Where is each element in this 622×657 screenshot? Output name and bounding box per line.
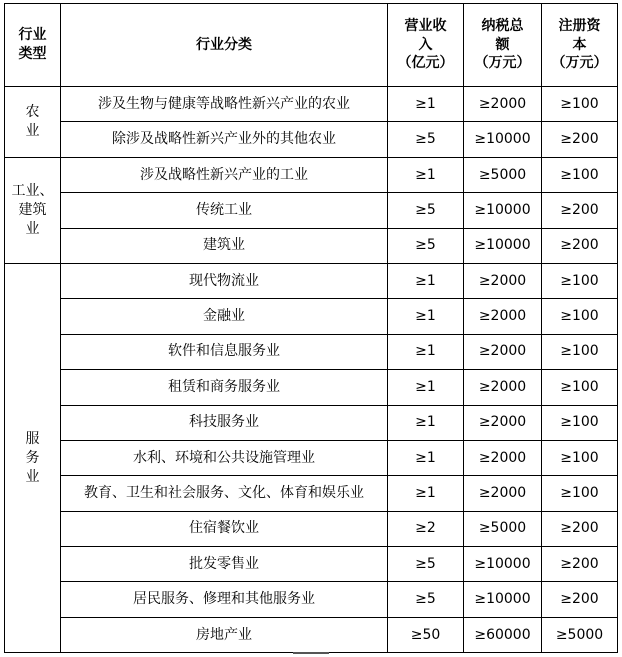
capital-cell: ≥100 [542, 405, 618, 440]
table-row [5, 511, 618, 546]
tax-cell: ≥2000 [464, 87, 542, 122]
header-tax [464, 4, 542, 87]
revenue-cell: ≥1 [388, 157, 464, 192]
capital-cell: ≥100 [542, 334, 618, 369]
industry-class-cell: 水利、环境和公共设施管理业 [61, 440, 388, 475]
capital-cell: ≥100 [542, 476, 618, 511]
industry-type-label: 农 业 [25, 104, 40, 139]
revenue-cell: ≥1 [388, 370, 464, 405]
table-row [5, 476, 618, 511]
capital-cell: ≥200 [542, 582, 618, 617]
industry-class-cell: 传统工业 [61, 193, 388, 228]
header-tax-text: 纳税总 额 （万元） [474, 17, 531, 72]
table-body [5, 87, 618, 653]
tax-cell: ≥2000 [464, 299, 542, 334]
revenue-cell: ≥2 [388, 511, 464, 546]
revenue-cell: ≥50 [388, 617, 464, 652]
tax-cell: ≥10000 [464, 228, 542, 263]
industry-type-cell [5, 87, 61, 158]
revenue-cell: ≥5 [388, 582, 464, 617]
industry-class-cell: 批发零售业 [61, 547, 388, 582]
capital-cell: ≥100 [542, 87, 618, 122]
table-row [5, 617, 618, 652]
capital-cell: ≥200 [542, 547, 618, 582]
industry-class-cell: 建筑业 [61, 228, 388, 263]
table-row [5, 547, 618, 582]
industry-class-cell: 房地产业 [61, 617, 388, 652]
capital-cell: ≥5000 [542, 617, 618, 652]
table-row [5, 193, 618, 228]
table-row [5, 263, 618, 298]
header-capital-text: 注册资 本 （万元） [551, 17, 608, 72]
industry-criteria-table [4, 3, 618, 653]
tax-cell: ≥5000 [464, 511, 542, 546]
tax-cell: ≥2000 [464, 370, 542, 405]
capital-cell: ≥100 [542, 157, 618, 192]
header-row [5, 4, 618, 87]
header-industry-class-text: 行业分类 [196, 36, 252, 53]
capital-cell: ≥200 [542, 122, 618, 157]
tax-cell: ≥2000 [464, 263, 542, 298]
industry-class-cell: 涉及生物与健康等战略性新兴产业的农业 [61, 87, 388, 122]
tax-cell: ≥60000 [464, 617, 542, 652]
header-revenue-text: 营业收 入 （亿元） [397, 17, 454, 72]
header-industry-class [61, 4, 388, 87]
industry-type-label: 服 务 业 [25, 430, 40, 485]
industry-class-cell: 教育、卫生和社会服务、文化、体育和娱乐业 [61, 476, 388, 511]
revenue-cell: ≥1 [388, 440, 464, 475]
header-capital [542, 4, 618, 87]
tax-cell: ≥2000 [464, 334, 542, 369]
industry-class-cell: 除涉及战略性新兴产业外的其他农业 [61, 122, 388, 157]
tax-cell: ≥2000 [464, 405, 542, 440]
capital-cell: ≥200 [542, 228, 618, 263]
table-row [5, 228, 618, 263]
table-row [5, 334, 618, 369]
revenue-cell: ≥1 [388, 405, 464, 440]
revenue-cell: ≥1 [388, 299, 464, 334]
table-row [5, 87, 618, 122]
header-revenue [388, 4, 464, 87]
capital-cell: ≥100 [542, 370, 618, 405]
capital-cell: ≥100 [542, 299, 618, 334]
revenue-cell: ≥5 [388, 228, 464, 263]
revenue-cell: ≥5 [388, 547, 464, 582]
tax-cell: ≥2000 [464, 476, 542, 511]
industry-class-cell: 金融业 [61, 299, 388, 334]
header-industry-type-text: 行业 类型 [18, 27, 47, 62]
industry-class-cell: 现代物流业 [61, 263, 388, 298]
industry-class-cell: 科技服务业 [61, 405, 388, 440]
table-row [5, 582, 618, 617]
table-row [5, 122, 618, 157]
industry-class-cell: 住宿餐饮业 [61, 511, 388, 546]
capital-cell: ≥200 [542, 511, 618, 546]
table-row [5, 405, 618, 440]
bottom-scroll-mark [293, 652, 329, 654]
industry-type-cell [5, 263, 61, 652]
tax-cell: ≥2000 [464, 440, 542, 475]
header-industry-type [5, 4, 61, 87]
table-row [5, 157, 618, 192]
table-row [5, 440, 618, 475]
capital-cell: ≥200 [542, 193, 618, 228]
revenue-cell: ≥1 [388, 476, 464, 511]
industry-class-cell: 租赁和商务服务业 [61, 370, 388, 405]
table-row [5, 299, 618, 334]
revenue-cell: ≥5 [388, 193, 464, 228]
industry-type-label: 工业、 建筑 业 [11, 183, 54, 237]
revenue-cell: ≥1 [388, 263, 464, 298]
revenue-cell: ≥1 [388, 87, 464, 122]
tax-cell: ≥10000 [464, 547, 542, 582]
industry-class-cell: 居民服务、修理和其他服务业 [61, 582, 388, 617]
capital-cell: ≥100 [542, 263, 618, 298]
tax-cell: ≥10000 [464, 193, 542, 228]
tax-cell: ≥10000 [464, 122, 542, 157]
tax-cell: ≥10000 [464, 582, 542, 617]
revenue-cell: ≥5 [388, 122, 464, 157]
industry-class-cell: 软件和信息服务业 [61, 334, 388, 369]
industry-type-cell [5, 157, 61, 263]
capital-cell: ≥100 [542, 440, 618, 475]
tax-cell: ≥5000 [464, 157, 542, 192]
table-row [5, 370, 618, 405]
industry-class-cell: 涉及战略性新兴产业的工业 [61, 157, 388, 192]
revenue-cell: ≥1 [388, 334, 464, 369]
